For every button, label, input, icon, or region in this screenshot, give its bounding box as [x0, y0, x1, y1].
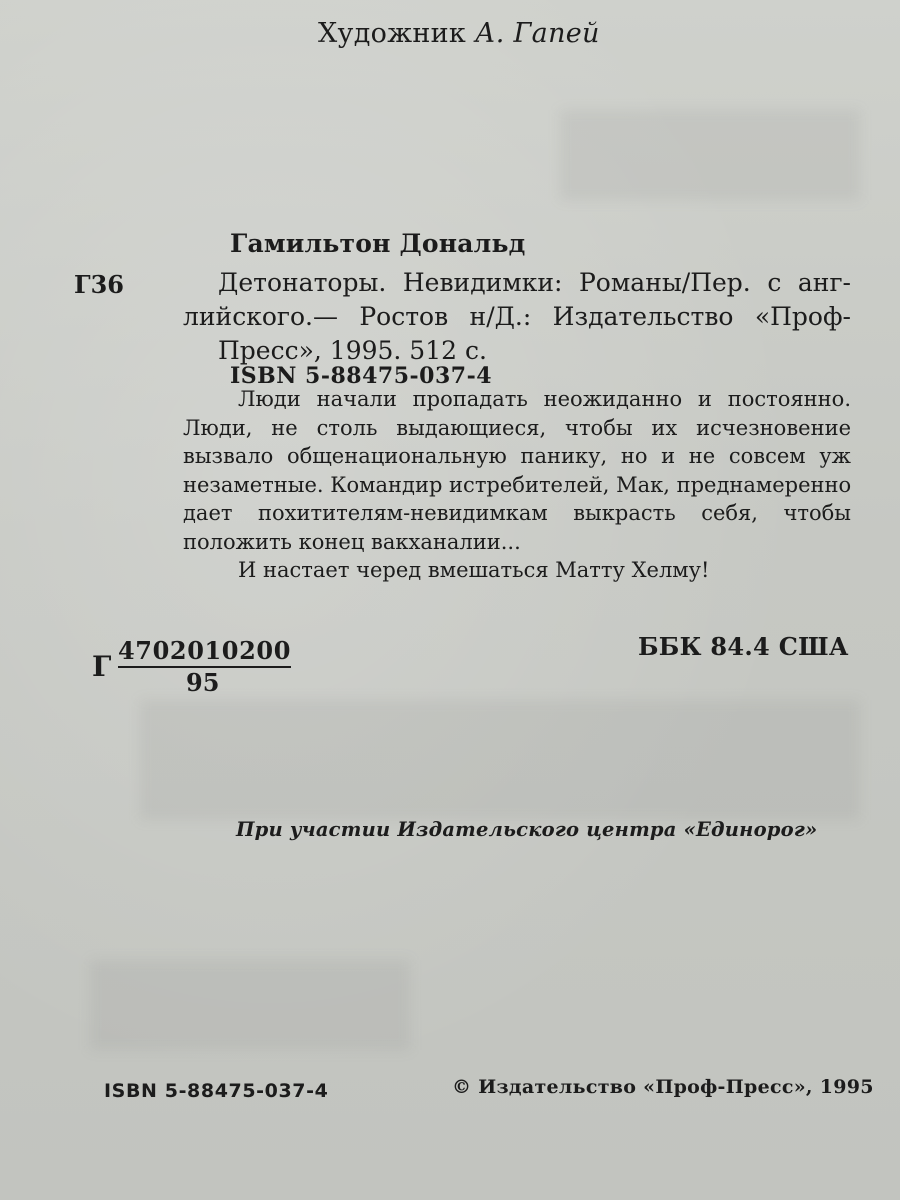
- artist-credit: [318, 18, 600, 49]
- footer-isbn: ISBN 5-88475-037-4: [104, 1080, 329, 1102]
- annotation-line: незаметные. Командир истребителей, Мак, преднамеренно: [183, 472, 852, 497]
- index-numerator: 4702010200: [118, 636, 291, 668]
- catalog-author: Гамильтон Дональд: [230, 229, 526, 258]
- bibliographic-line: лийского.— Ростов н/Д.: Издательство «Проф-: [183, 302, 851, 331]
- annotation-line: дает похитителям-невидимкам выкрасть себя, чтобы: [183, 501, 851, 525]
- bbk-code: ББК 84.4 США: [638, 632, 849, 661]
- artist-credit-prefix: Художник: [318, 18, 475, 49]
- catalog-annotation: [183, 385, 851, 585]
- artist-name: А. Гапей: [474, 18, 600, 49]
- show-through-shadow: [90, 960, 410, 1050]
- annotation-line: положить конец вакханалии...: [183, 529, 521, 554]
- show-through-shadow: [560, 110, 860, 200]
- catalog-bibliographic-description: [183, 266, 851, 368]
- show-through-shadow: [140, 700, 860, 820]
- footer-copyright: © Издательство «Проф-Пресс», 1995: [452, 1076, 874, 1098]
- bibliographic-line: Детонаторы. Невидимки: Романы/Пер. с анг-: [218, 268, 851, 297]
- participation-note: При участии Издательского центра «Единорог»: [236, 818, 818, 841]
- annotation-line: Люди, не столь выдающиеся, чтобы их исчезновение: [183, 415, 851, 440]
- bibliographic-line: Пресс», 1995. 512 с.: [218, 336, 487, 365]
- index-letter: Г: [92, 650, 112, 683]
- annotation-line: вызвало общенациональную панику, но и не совсем уж: [183, 444, 851, 468]
- index-denominator: 95: [186, 668, 220, 697]
- catalog-isbn: ISBN 5-88475-037-4: [230, 363, 493, 389]
- annotation-line: Люди начали пропадать неожиданно и постоянно.: [238, 387, 851, 411]
- annotation-final-line: И настает черед вмешаться Матту Хелму!: [238, 558, 710, 582]
- catalog-class-code: Г36: [74, 270, 124, 299]
